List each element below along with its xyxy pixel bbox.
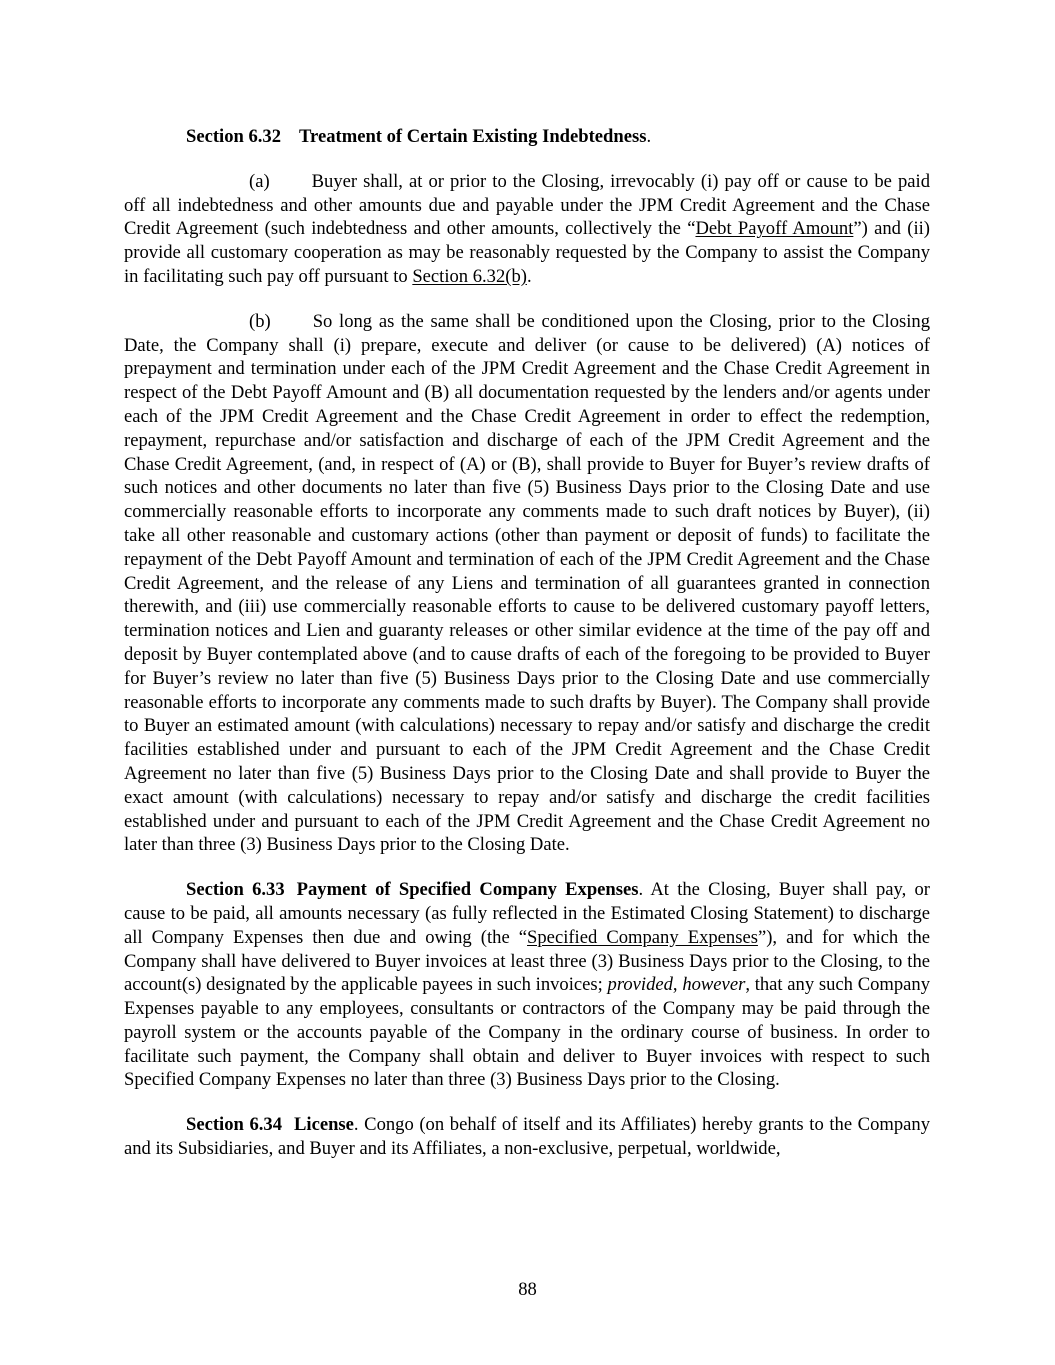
section-6-34-paragraph bbox=[124, 1113, 930, 1161]
section-6-32-title-period: . bbox=[646, 126, 652, 147]
debt-payoff-amount-term: Debt Payoff Amount bbox=[695, 218, 854, 240]
paragraph-b-label: (b) bbox=[249, 310, 271, 332]
section-6-33-number: Section 6.33 bbox=[186, 879, 285, 901]
page-body bbox=[124, 125, 930, 1161]
paragraph-a-text-2: ”) and (ii) provide all customary cooperation as may be reasonably requested by the Company to assist the Company in facilitating such pay off pursuant to bbox=[124, 218, 930, 287]
paragraph-b-text: So long as the same shall be conditioned upon the Closing, prior to the Closing Date, the Company shall (i) prepare, execute and deliver (or cause to be delivered) (A) notices of prepayment and termination under each of the JPM Credit Agreement and the Chase Credit Agreement in respect of the Debt Payoff Amount and (B) all documentation requested by the lenders and/or agents under each of the JPM Credit Agreement and the Chase Credit Agreement in order to effect the redemption, repayment, repurchase and/or satisfaction and discharge of each of the JPM Credit Agreement and the Chase Credit Agreement, (and, in respect of (A) or (B), shall provide to Buyer for Buyer’s review drafts of such notices and other documents no later than five (5) Business Days prior to the Closing Date and use commercially reasonable efforts to incorporate any comments made to such draft notices by Buyer), (ii) take all other reasonable and customary actions (other than payment or deposit of funds) to facilitate the repayment of the Debt Payoff Amount and termination of each of the JPM Credit Agreement and the Chase Credit Agreement, and the release of any Liens and termination of all guarantees granted in connection therewith, and (iii) use commercially reasonable efforts to cause to be delivered customary payoff letters, termination notices and Lien and guaranty releases or other similar evidence at the time of the pay off and deposit by Buyer contemplated above (and to cause drafts of each of the foregoing to be provided to Buyer for Buyer’s review no later than five (5) Business Days prior to the Closing Date and use commercially reasonable efforts to incorporate any comments made to such drafts by Buyer). The Company shall provide to Buyer an estimated amount (with calculations) necessary to repay and/or satisfy and discharge the credit facilities established under and pursuant to each of the JPM Credit Agreement and the Chase Credit Agreement no later than five (5) Business Days prior to the Closing Date and shall provide to Buyer the exact amount (with calculations) necessary to repay and/or satisfy and discharge the credit facilities established under and pursuant to each of the JPM Credit Agreement and the Chase Credit Agreement no later than three (3) Business Days prior to the Closing Date. bbox=[124, 310, 930, 856]
section-6-33-comma: , bbox=[672, 974, 683, 996]
section-6-34-title: License bbox=[294, 1114, 354, 1136]
section-6-33-text-2: ”), and for which the Company shall have delivered to Buyer invoices at least three (3) Business Days prior to the Closing, to the account(s) designated by the applicable payees in such invoices; bbox=[124, 926, 930, 996]
section-6-34-number: Section 6.34 bbox=[186, 1114, 282, 1136]
however-italic: however bbox=[682, 974, 746, 996]
section-6-33-title: Payment of Specified Company Expenses bbox=[296, 879, 639, 901]
section-6-33-text-1: . At the Closing, Buyer shall pay, or cause to be paid, all amounts necessary (as fully reflected in the Estimated Closing Statement) to discharge all Company Expenses then due and owing (the “ bbox=[124, 879, 930, 948]
paragraph-a-label: (a) bbox=[249, 170, 270, 192]
specified-company-expenses-term: Specified Company Expenses bbox=[527, 926, 758, 948]
section-6-32-paragraph-a bbox=[124, 170, 930, 289]
paragraph-a-text-3: . bbox=[526, 265, 532, 287]
section-6-32-paragraph-b bbox=[124, 310, 930, 857]
section-6-34-text: . Congo (on behalf of itself and its Affiliates) hereby grants to the Company and its Subsidiaries, and Buyer and its Affiliates, a non-exclusive, perpetual, worldwide, bbox=[124, 1114, 930, 1160]
page-number: 88 bbox=[518, 1279, 537, 1300]
section-6-33-paragraph bbox=[124, 878, 930, 1092]
section-6-32b-reference: Section 6.32(b) bbox=[412, 265, 527, 287]
section-6-32-heading bbox=[124, 125, 930, 149]
provided-italic: provided bbox=[607, 974, 673, 996]
section-6-32-title: Treatment of Certain Existing Indebtedness bbox=[299, 126, 647, 147]
paragraph-a-text-1: Buyer shall, at or prior to the Closing, irrevocably (i) pay off or cause to be paid off all indebtedness and other amounts due and payable under the JPM Credit Agreement and the Chase Credit Agreement (such indebtedness and other amounts, collectively the “ bbox=[124, 170, 930, 240]
section-6-33-text-3: , that any such Company Expenses payable to any employees, consultants or contractors of the Company may be paid through the payroll system or the accounts payable of the Company in the ordinary course of business. In order to facilitate such payment, the Company shall obtain and deliver to Buyer invoices with respect to such Specified Company Expenses no later than three (3) Business Days prior to the Closing. bbox=[124, 974, 931, 1091]
section-6-32-number: Section 6.32 bbox=[186, 126, 282, 147]
